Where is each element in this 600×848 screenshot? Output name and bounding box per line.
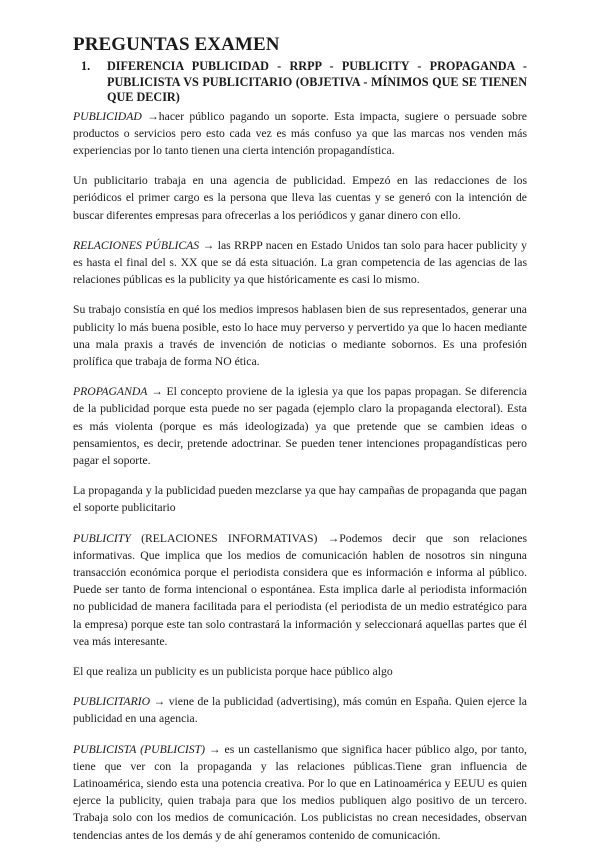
- paragraph-propaganda-mezcla: [73, 482, 527, 516]
- paragraph-publicitario-agencia: [73, 172, 527, 224]
- paragraph-text: → El concepto proviene de la iglesia ya que los papas propagan. Se diferencia de la publicidad porque esta puede no ser pagada (ejemplo claro la propaganda electoral). Esta es más violenta (porque es más ideologizada) ya que pretende que se cambien ideas o pensamientos, es decir, pretende adoctrinar. Se pueden tener intenciones propagandísticas pero pagar el soporte.: [73, 385, 527, 467]
- paragraph-rrpp-trabajo: [73, 301, 527, 370]
- paragraph-publicity: [73, 530, 527, 650]
- term-publicity: PUBLICITY: [73, 531, 131, 545]
- paragraph-publicitario: [73, 693, 527, 727]
- paragraph-publicista-definicion: [73, 663, 527, 680]
- term-publicidad: PUBLICIDAD: [73, 109, 142, 123]
- paragraph-text: Su trabajo consistía en qué los medios impresos hablasen bien de sus representados, generar una publicity lo más buena posible, esto lo hace muy perverso y pervertido ya que lo hacen mediante una mala praxis a través de invención de noticias o mediante sobornos. Es una profesión prolífica que trabaja de forma NO ética.: [73, 303, 527, 368]
- question-heading: [73, 59, 527, 106]
- paragraph-text: → es un castellanismo que significa hacer público algo, por tanto, tiene que ver con la propaganda y las relaciones públicas.Tiene gran influencia de Latinoamérica, siendo esta una potencia creativa. Por lo que en Latinoamérica y EEUU es quien ejerce la publicity, quien trabaja para que los medios publiquen algo positivo de un tercero. Trabaja solo con los medios de comunicación. Los publicistas no crean necesidades, observan tendencias antes de los demás y de ahí generamos contenido de comunicación.: [73, 742, 527, 842]
- paragraph-publicidad: [73, 108, 527, 160]
- question-number: 1.: [81, 59, 91, 73]
- paragraph-text: El que realiza un publicity es un publicista porque hace público algo: [73, 664, 393, 678]
- term-publicitario: PUBLICITARIO: [73, 695, 151, 709]
- paragraph-text: →hacer público pagando un soporte. Esta impacta, sugiere o persuade sobre productos o servicios pero esto cada vez es más confuso ya que las marcas nos venden más experiencias por lo tanto tienen una cierta intención propagandística.: [73, 109, 527, 157]
- paragraph-text: La propaganda y la publicidad pueden mezclarse ya que hay campañas de propaganda que pagan el soporte publicitario: [73, 484, 527, 515]
- question-text: DIFERENCIA PUBLICIDAD - RRPP - PUBLICITY - PROPAGANDA - PUBLICISTA VS PUBLICITARIO (OBJETIVA - MÍNIMOS QUE SE TIENEN QUE DECIR): [107, 59, 527, 104]
- paragraph-propaganda: [73, 383, 527, 469]
- document-title: PREGUNTAS EXAMEN: [73, 34, 280, 55]
- paragraph-text: (RELACIONES INFORMATIVAS) →Podemos decir que son relaciones informativas. Que implica que los medios de comunicación hablen de nosotros sin ninguna transacción económica porque el periodista considera que es información e informa al público. Puede ser tanto de forma intencional o espontánea. Esta implica darle al periodista información no publicidad de manera facilitada para el periodista (el periodista de un medio estratégico para la empresa) porque este tan solo contrastará la información y seleccionará aquellas partes que él vea más interesante.: [73, 531, 527, 648]
- paragraph-text: → las RRPP nacen en Estado Unidos tan solo para hacer publicity y es hasta el final del s. XX que se dá esta situación. La gran competencia de las agencias de las relaciones públicas es la publicity ya que históricamente es casi lo mismo.: [73, 238, 527, 287]
- paragraph-text: → viene de la publicidad (advertising), más común en España. Quien ejerce la publicidad en una agencia.: [73, 695, 527, 726]
- term-propaganda: PROPAGANDA: [73, 385, 148, 399]
- term-publicista: PUBLICISTA (PUBLICIST): [73, 742, 206, 756]
- paragraph-relaciones-publicas: [73, 237, 527, 289]
- paragraph-text: Un publicitario trabaja en una agencia de publicidad. Empezó en las redacciones de los periódicos el primer cargo es la persona que lleva las cuentas y se generó con la intención de buscar diferentes empresas para ofrecerlas a los periódicos y ganar dinero con ello.: [73, 174, 527, 222]
- paragraph-publicista: [73, 741, 527, 844]
- term-relaciones-publicas: RELACIONES PÚBLICAS: [73, 238, 200, 252]
